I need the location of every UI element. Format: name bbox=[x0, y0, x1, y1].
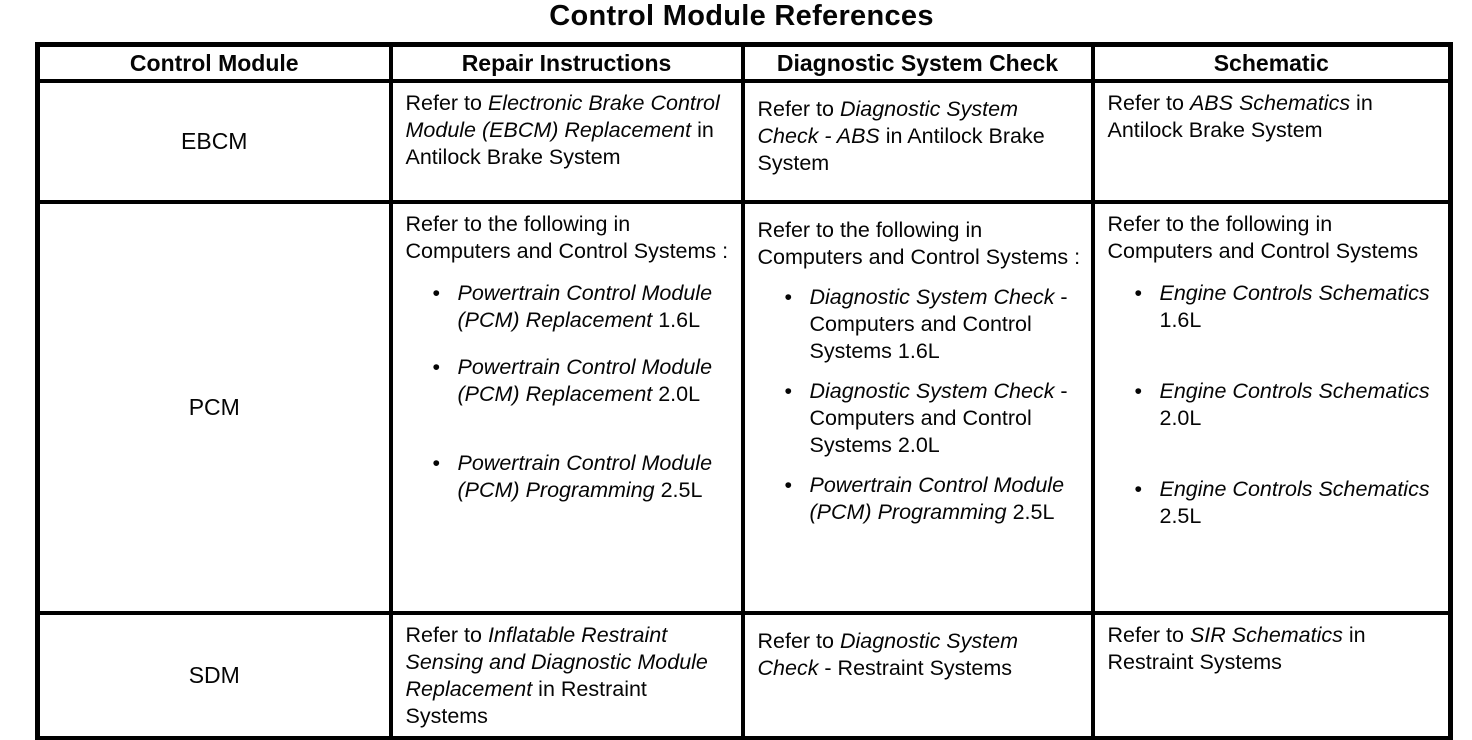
italic-text: Powertrain Control Module (PCM) Replacement bbox=[457, 281, 713, 332]
italic-text: Diagnostic System Check - ABS bbox=[757, 97, 1018, 148]
italic-text: Powertrain Control Module (PCM) Programming bbox=[457, 451, 713, 502]
diagnostic-system-check-cell bbox=[743, 202, 1093, 613]
cell-text bbox=[1108, 622, 1439, 676]
repair-instructions-cell bbox=[391, 202, 743, 613]
italic-text: Electronic Brake Control Module (EBCM) Replacement bbox=[405, 91, 720, 142]
italic-text: Diagnostic System Check bbox=[809, 285, 1055, 309]
plain-text: Refer to bbox=[757, 97, 840, 121]
plain-text: in Restraint Systems bbox=[1107, 623, 1366, 674]
cell-text bbox=[1108, 211, 1439, 265]
plain-text: in Antilock Brake System bbox=[757, 124, 1045, 175]
plain-text: Refer to bbox=[405, 623, 488, 647]
header-control-module: Control Module bbox=[38, 45, 391, 82]
italic-text: Diagnostic System Check bbox=[757, 629, 1018, 680]
repair-instructions-cell bbox=[391, 81, 743, 202]
plain-text: Refer to bbox=[1107, 623, 1190, 647]
italic-text: Inflatable Restraint Sensing and Diagnostic Module Replacement bbox=[405, 623, 708, 701]
bullet-item bbox=[1108, 476, 1439, 530]
bullet-list bbox=[1108, 280, 1439, 530]
plain-text: - Computers and Control Systems 1.6L bbox=[809, 285, 1068, 363]
plain-text: in Antilock Brake System bbox=[1107, 91, 1373, 142]
plain-text: Refer to the following in Computers and Control Systems : bbox=[757, 218, 1081, 269]
plain-text: 2.0L bbox=[652, 382, 701, 406]
cell-text bbox=[406, 211, 731, 265]
bullet-item bbox=[406, 280, 731, 334]
table-row bbox=[38, 613, 1451, 739]
table-row bbox=[38, 81, 1451, 202]
plain-text: Refer to the following in Computers and Control Systems bbox=[1107, 212, 1419, 263]
italic-text: Powertrain Control Module (PCM) Replacement bbox=[457, 355, 713, 406]
repair-instructions-cell bbox=[391, 613, 743, 739]
control-module-references-table bbox=[35, 42, 1453, 740]
cell-text bbox=[1108, 90, 1439, 144]
plain-text: in Restraint Systems bbox=[405, 677, 647, 728]
plain-text: 2.5L bbox=[1006, 500, 1055, 524]
italic-text: SIR Schematics bbox=[1189, 623, 1343, 647]
diagnostic-system-check-cell bbox=[743, 81, 1093, 202]
bullet-item bbox=[758, 472, 1081, 526]
cell-text bbox=[758, 96, 1081, 177]
plain-text: 2.5L bbox=[654, 478, 703, 502]
plain-text: - Restraint Systems bbox=[818, 656, 1012, 680]
cell-text bbox=[758, 217, 1081, 271]
cell-text bbox=[406, 622, 731, 730]
plain-text: Refer to bbox=[405, 91, 488, 115]
plain-text: in Antilock Brake System bbox=[405, 118, 714, 169]
italic-text: Powertrain Control Module (PCM) Programming bbox=[809, 473, 1065, 524]
plain-text: 1.6L bbox=[1159, 308, 1202, 332]
page-title: Control Module References bbox=[549, 0, 934, 32]
bullet-item bbox=[406, 450, 731, 504]
bullet-item bbox=[758, 284, 1081, 365]
module-cell: SDM bbox=[38, 613, 391, 739]
plain-text: 2.5L bbox=[1159, 504, 1202, 528]
module-cell: EBCM bbox=[38, 81, 391, 202]
plain-text: - Computers and Control Systems 2.0L bbox=[809, 379, 1068, 457]
bullet-item bbox=[406, 354, 731, 408]
schematic-cell bbox=[1093, 202, 1451, 613]
cell-text bbox=[406, 90, 731, 171]
bullet-list bbox=[758, 284, 1081, 526]
bullet-item bbox=[1108, 378, 1439, 432]
plain-text: Refer to bbox=[757, 629, 840, 653]
header-repair-instructions: Repair Instructions bbox=[391, 45, 743, 82]
plain-text: Refer to the following in Computers and Control Systems : bbox=[405, 212, 729, 263]
italic-text: Engine Controls Schematics bbox=[1159, 477, 1430, 501]
header-schematic: Schematic bbox=[1093, 45, 1451, 82]
bullet-list bbox=[406, 280, 731, 504]
header-diagnostic-system-check: Diagnostic System Check bbox=[743, 45, 1093, 82]
italic-text: Engine Controls Schematics bbox=[1159, 281, 1430, 305]
table-header-row bbox=[38, 45, 1451, 82]
module-cell: PCM bbox=[38, 202, 391, 613]
schematic-cell bbox=[1093, 613, 1451, 739]
plain-text: 1.6L bbox=[652, 308, 701, 332]
plain-text: Refer to bbox=[1107, 91, 1190, 115]
italic-text: Engine Controls Schematics bbox=[1159, 379, 1430, 403]
italic-text: Diagnostic System Check bbox=[809, 379, 1055, 403]
bullet-item bbox=[758, 378, 1081, 459]
schematic-cell bbox=[1093, 81, 1451, 202]
table-row bbox=[38, 202, 1451, 613]
italic-text: ABS Schematics bbox=[1189, 91, 1351, 115]
diagnostic-system-check-cell bbox=[743, 613, 1093, 739]
plain-text: 2.0L bbox=[1159, 406, 1202, 430]
bullet-item bbox=[1108, 280, 1439, 334]
table-body bbox=[38, 81, 1451, 739]
cell-text bbox=[758, 628, 1081, 682]
